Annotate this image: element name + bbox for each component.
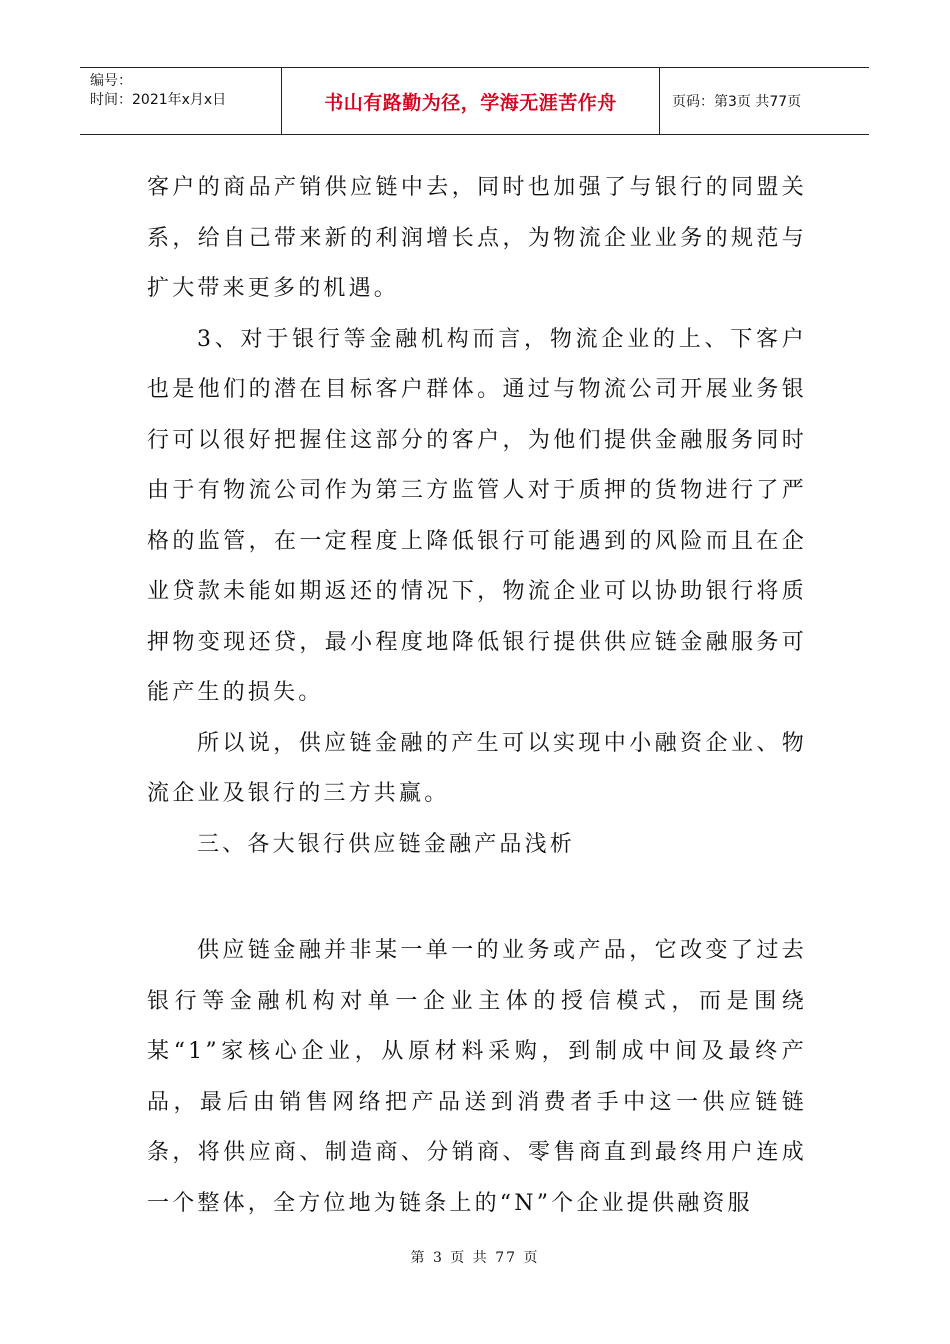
header-motto: 书山有路勤为径，学海无涯苦作舟 (324, 91, 617, 114)
page-header (80, 67, 869, 135)
document-number-label: 编号： (90, 73, 132, 89)
paragraph-continuation: 客户的商品产销供应链中去，同时也加强了与银行的同盟关系，给自己带来新的利润增长点，为物流企业业务的规范与扩大带来更多的机遇。 (147, 175, 807, 301)
section-heading: 三、各大银行供应链金融产品浅析 (197, 831, 576, 857)
section-spacer (147, 870, 807, 926)
header-page-info: 页码：第3页 共77页 (672, 94, 802, 110)
header-meta (80, 68, 282, 134)
document-time-label: 时间：2021年x月x日 (90, 92, 227, 108)
header-page-info-cell (660, 68, 869, 134)
header-motto-cell (282, 68, 660, 134)
paragraph-bank-benefits: 3、对于银行等金融机构而言，物流企业的上、下客户也是他们的潜在目标客户群体。通过与物流公司开展业务银行可以很好把握住这部分的客户，为他们提供金融服务同时由于有物流公司作为第三方监管人对于质押的货物进行了严格的监管，在一定程度上降低银行可能遇到的风险而且在企业贷款未能如期返还的情况下，物流企业可以协助银行将质押物变现还贷，最小程度地降低银行提供供应链金融服务可能产生的损失。 (147, 326, 807, 705)
document-body (147, 163, 807, 1229)
paragraph-conclusion: 所以说，供应链金融的产生可以实现中小融资企业、物流企业及银行的三方共赢。 (147, 730, 807, 806)
page-footer: 第 3 页 共 77 页 (410, 1250, 540, 1266)
paragraph-supply-chain-definition: 供应链金融并非某一单一的业务或产品，它改变了过去银行等金融机构对单一企业主体的授信模式，而是围绕某“1”家核心企业，从原材料采购，到制成中间及最终产品，最后由销售网络把产品送到消费者手中这一供应链链条，将供应商、制造商、分销商、零售商直到最终用户连成一个整体，全方位地为链条上的“N”个企业提供融资服 (147, 938, 807, 1216)
